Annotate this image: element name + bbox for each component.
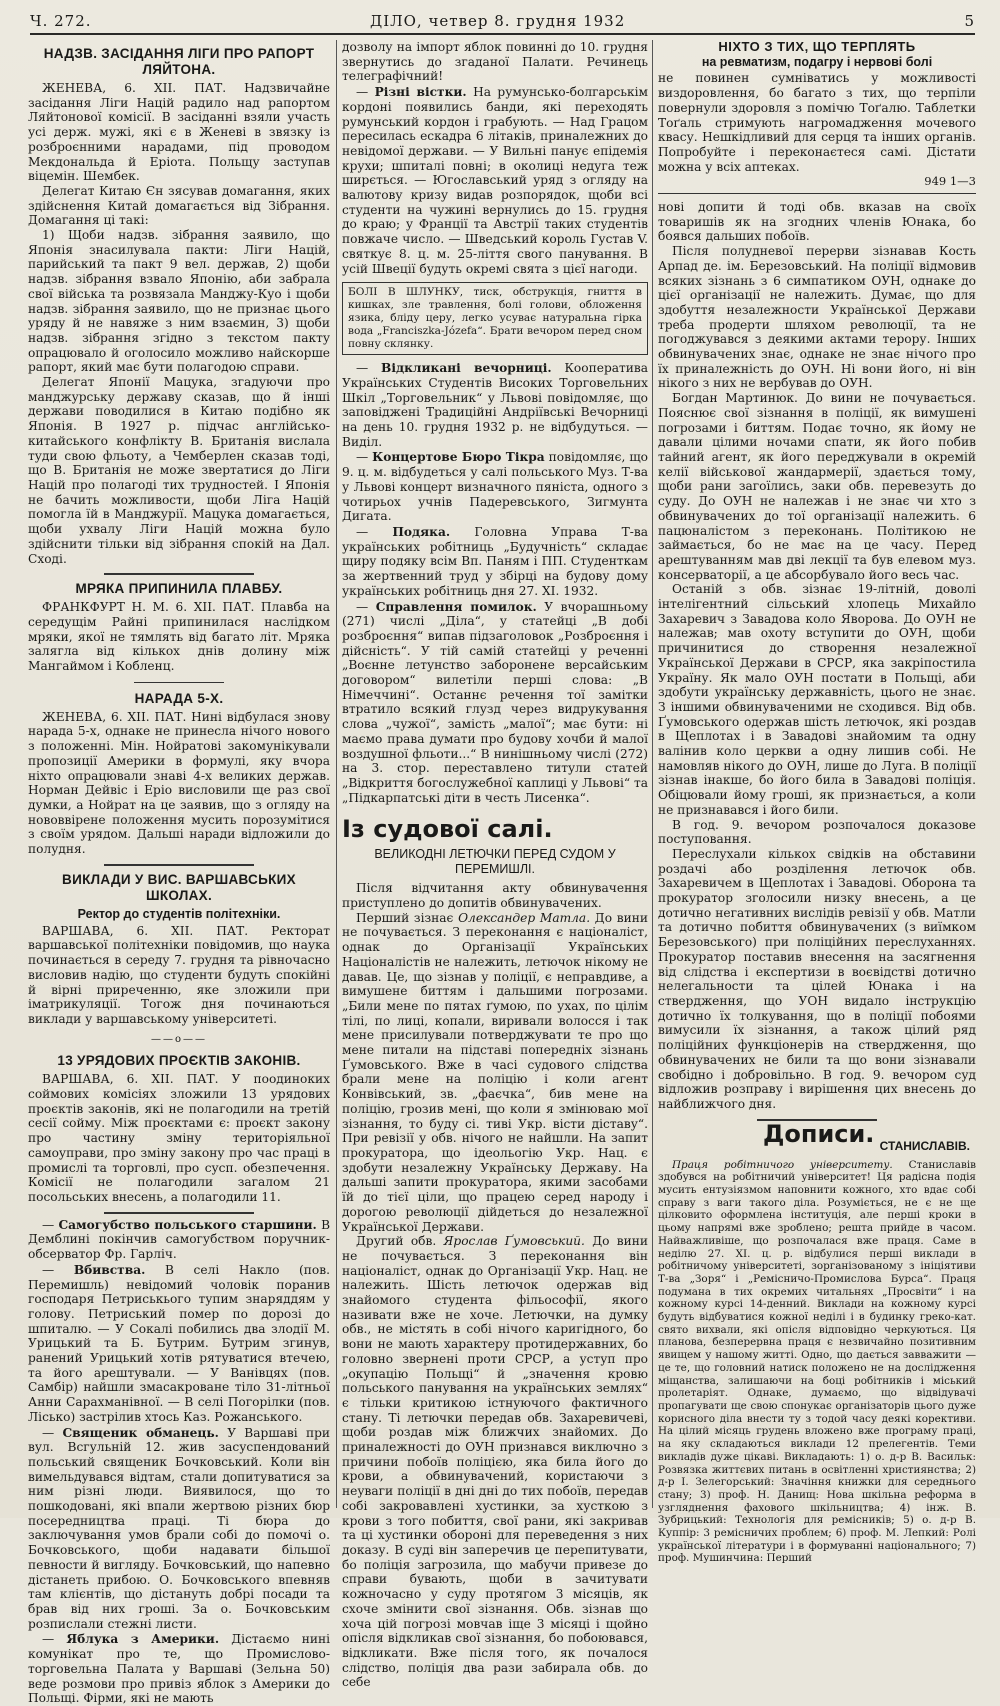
column-2	[342, 40, 649, 1690]
reports-header	[658, 1119, 976, 1159]
article-laws	[28, 1053, 330, 1204]
column-3	[658, 39, 976, 1565]
paragraph: Делегат Китаю Єн зясував домагання, яких здійснення Китай домагається від Зібрання. Домагання ці такі:	[28, 183, 330, 228]
news-items	[28, 1218, 330, 1706]
section-title: Дописи.	[763, 1119, 875, 1148]
news-items	[342, 361, 648, 805]
page-header	[30, 8, 975, 34]
paragraph: Після відчитання акту обвинувачення приступлено до допитів обвинувачених.	[342, 881, 648, 911]
article-title: ВИКЛАДИ У ВИС. ВАРШАВСЬКИХ ШКОЛАХ.	[62, 871, 296, 903]
news-item: — Різні вістки. На румунсько-болгарськім кордоні появились банди, які переходять румунський кордон і грабують. — Над Грацом пересилась ескадра 6 літаків, приналежних до невідомої держави. — У Вильні панує епідемія крухи; шпиталі повні; в околиці недуга теж ширється. — Югославський уряд з огляду на валютову кризу видав розпорядок, щоби всі студенти на чужині вернулись до 15. грудня до краю; у Франції та Австрії таких студентів повжаче число. — Шведський король Густав V. святкує 8. ц. м. 25-ліття свого панування. В усій Швеції будуть окремі свята з цієї нагоди.	[342, 85, 649, 276]
news-item: — Відкликані вечорниці. Кооператива Українських Студентів Високих Торговельних Шкіл „Торговельник“ у Львові повідомляє, що заповіджені Традиційні Андріївські Вечорниці на день 10. грудня 1932 р. не відбудуться. — Виділ.	[342, 361, 649, 449]
dateline-place: СТАНИСЛАВІВ.	[879, 1138, 970, 1153]
advertisement-togal	[658, 40, 976, 194]
article-title: МРЯКА ПРИПИНИЛА ПЛАВБУ.	[75, 581, 283, 597]
separator	[104, 573, 254, 575]
paragraph: нові допити й тоді обв. вказав на своїх товаришів як на згодних членів Юнака, бо боявся дальших побоїв.	[658, 200, 976, 244]
paragraph: ВАРШАВА, 6. XII. ПАТ. У поодиноких соймових комісіях зложили 13 урядових проєктів законів, які не полагодили на третій сесії сойму. Між проєктами є: проєкт закону про частину зміну територіяльної самоуправи, про зміну закону про час праці в промислі та торговлі, про сусп. обезпечення. Комісії не полагодили загалом 21 посольських внесень, а полагодили 11.	[28, 1072, 330, 1204]
paragraph: В год. 9. вечором розпочалося доказове поступовання.	[658, 817, 976, 847]
page-number: 5	[964, 12, 975, 30]
issue-number: Ч. 272.	[30, 12, 92, 30]
article-title: НАДЗВ. ЗАСІДАННЯ ЛІГИ ПРО РАПОРТ ЛЯЙТОНА.	[43, 46, 315, 77]
ad-subtitle: на ревматизм, подагру і нервові болі	[701, 54, 933, 69]
news-item: — Подяка. Головна Управа Т-ва українських робітниць „Будучність“ складає щиру подяку всім Вп. Паням і ПП. Студенткам за жертвенний труд у збірці на будову дому українських робітниць дня 27. XI. 1932.	[342, 524, 649, 598]
paragraph: Переслухали кількох свідків на обставини роздачі або розділення летючок обв. Захаревичем в Щеплотах і Завадові. Оборона та прокуратор зголосили низку внесень, а це дотично негативних вислідів ревізії у обв. Матли та дотично побиття обвинувачених (з виїмком Березовського) при поліційних переслуханнях. Прокуратор поставив внесення на засягнення від слідства і експертизи в воєвідстві дотично нелегальности та цілей Юнака і на ствердження, що УОН видало інструкцію дотично їх толкування, що в поліції побоями вимусили їх зізнання, а також цілий ряд поліційних функціонерів на ствердження, що обвинувачених не били та що вони зізнавали свобідно і добровільно. В год. 9. вечором суд відложив розправу і вирішення цих внесень до найближчого дня.	[658, 846, 976, 1111]
ad-text: БОЛІ В ШЛУНКУ, тиск, обструкція, гниття в кишках, зле травлення, болі голови, обложення язика, бліду церу, легко усуває натуральна гірка вода „Franciszka-Józefa“. Брати вечором перед сном повну склянку.	[348, 286, 642, 351]
separator	[134, 682, 224, 683]
article-fog	[28, 581, 330, 674]
paragraph: ЖЕНЕВА, 6. XII. ПАТ. Надзвичайне засідання Ліги Націй радило над рапортом Ляйтонової комісії. В засіданні взяли участь усі держ. мужі, які є в Женеві в звязку із розброєнними нарадами, під проводом Мекдональда й Еріота. Польщу заступав віцемін. Шембек.	[28, 81, 330, 184]
news-items	[342, 40, 648, 276]
separator: ——o——	[150, 1033, 208, 1045]
column-divider	[652, 40, 653, 1508]
news-item: — Яблука з Америки. Дістаємо нині комунікат про те, що Промислово-торговельна Палата у Варшаві (Зельна 50) веде розмови про привіз яблок з Америки до Польщі. Фірми, які не мають	[28, 1632, 330, 1706]
separator	[104, 1212, 254, 1214]
article-court	[342, 881, 648, 1690]
header-rule	[30, 33, 975, 35]
paragraph: 1) Щоби надзв. зібрання заявило, що Японія знасилувала пакти: Ліги Націй, парийський та пакт 9 вел. держав, 2) щоби надзв. зібрання взвало Японію, аби забрала свої війська та розвязала Манджу-Куо і щоби надзв. зібрання заявило, що не признає цього уряду й не навяже з ним взаємин, 3) щоби надзв. зібрання згідно з текстом пакту опрацювало й оголосило можливо найскорше рапорт, який має бути полагодою справи.	[28, 228, 330, 375]
article-league	[28, 46, 330, 566]
masthead: ДІЛО, четвер 8. грудня 1932	[370, 12, 626, 30]
article-title: НАРАДА 5-Х.	[134, 690, 224, 706]
paragraph: Перший зізнає Олександер Матла. До вини не почувається. З переконання є націоналіст, однак до Організації Українських Націоналістів не належить, летючок нікому не давав. Це, що зізнав у поліції, є неправдиве, а вимушене биттям і дальшими погрозами. „Били мене по пятах ґумою, по ухах, по цілім тілі, по лиці, копали, виривали волосся і так мене присилували потверджувати те про що мене питали на підставі попередніх зізнань Ґумовського. Вже в часі судового слідства брали мене на поліцію і коли агент Конвівський, зв. „фаєчка“, бив мене на поліцію, грозив мені, що коли я змінюваю мої зізнання, то буду сі. тиві Укр. вісти діставу“. При ревізії у обв. нічого не найшли. На запит прокуратора, що ідеольогію Укр. Нац. є здобути незалежну Українську Державу. На дальші запити прокуратора, якими засобами їй до тієї ціли, що працею серед народу і дорогою революції дійдеться до незалежної Української Держави.	[342, 910, 648, 1234]
paragraph: Останій з обв. зізнає 19-літній, доволі інтелігентний сільський хлопець Михайло Захаревич з Завадова коло Яворова. До ОУН не належав; мав охоту вступити до ОУН, щоби причинитися до створення незалежної Української Держави в СРСР, яка закріпостила Україну. Як мало ОУН постати в Польщі, аби здобути українську державність, цього не знає. З іншими обвинуваченими не сходився. Від обв. Ґумовського одержав шість летючок, які роздав в Щеплотах і в Завадові знайомим та одну валінив коло церкви а одну лишив собі. Не намовляв нікого до ОУН, лише до Луга. В поліції зізнав інакше, бо його била в Завадові поліція. Обіцювали йому гроші, як признається, а коли не признавався і його били.	[658, 582, 976, 817]
paragraph: дозволу на імпорт яблок повинні до 10. грудня звернутись до згаданої Палати. Речинець телеграфічний!	[342, 40, 648, 84]
separator	[104, 864, 254, 866]
paragraph: Богдан Мартинюк. До вини не почувається. Пояснює свої зізнання в поліції, як вимушені погрозами і биттям. Подає точно, як йому не давали цілими ночами спати, як його побив тайний агент, як його переджували в окремій келії військової жандармерії, здається тому, щоби рани загоїлись, заки обв. перевезуть до суду. До ОУН не належав і не знає чи хто з обвинувачених до тої організації належить. 6 пацюналістом з переконань. Політикою не займається, бо не має на це часу. Перед арештуванням мав дві лекції та був елевом муз. консерваторії, а це абсорбувало його весь час.	[658, 391, 976, 582]
paragraph: ЖЕНЕВА, 6. XII. ПАТ. Нині відбулася знову нарада 5-х, однаке не принесла нічого нового з положенні. Мін. Нойратові закомунікували пропозиції Америки в формулі, яку вчора ніхто опрацювали знаві 4-х великих держав. Норман Дейвіс і Еріо висловили ще раз свої думки, а Нойрат на це заявив, що з огляду на нововвірене положення мусить порозумітися з своїм урядом. Дальші наради відложили до полудня.	[28, 709, 330, 857]
section-title: Із судової салі.	[342, 815, 553, 844]
news-item: — Самогубство польського старшини. В Демблині покінчив самогубством поручник-обсерватор Фр. Гарліч.	[28, 1217, 331, 1262]
article-subtitle: Ректор до студентів політехніки.	[77, 906, 281, 921]
ad-title: НІХТО З ТИХ, ЩО ТЕРПЛЯТЬ	[718, 39, 916, 54]
paragraph: Після полудневої перерви зізнавав Кость Арпад де. ім. Березовський. На поліції відмовив всяких зізнань з 6 симпатиком ОУН, однаке до цієї організації не належить. Думає, що для здобуття незалежности Української Держави треба продерти шляхом революції, та не погоджувався з деякими актами терору. Інших обвинувачених знає, однаке не знає нічого про їх приналежність до ОУН. Ні вони його, ні він нікого з них не вербував до ОУН.	[658, 244, 976, 391]
article-court-continued	[658, 200, 976, 1112]
advertisement-box	[342, 282, 648, 355]
news-item: — Справлення помилок. У вчорашньому (271) числі „Діла“, у статейці „В добі розброєння“ випав підзаголовок „Розброєння і дійсність“. У тій самій статейці у реченні „Воєнне летунство заборонене версайським договором“ вилетіли перші слова: „В Німеччині“. Останнє речення тої замітки втратило всякий глузд через видрукування слова „чужої“, замість „малої“; має бути: ні маємо права думати про будову хочби й малої воздушної фльоти...“ В нинішньому числі (272) на 3. стор. переставлено титули статей „Відкриття богослужебної каплиці у Львові“ та „Підкарпатські діти в честь Лисенка“.	[342, 599, 649, 805]
column-1	[28, 40, 331, 1706]
paragraph: Делегат Японії Мацука, згадуючи про манджурську державу сказав, що й інші держави поводилися в Китаю подібно як Японія. В 1927 р. підчас англійсько-китайського конфлікту В. Британія вислала туди свою фльоту, а Чемберлен сказав тоді, що В. Британія не може звертатися до Ліги Націй про полагоді тих трудностей. І Японія не бачить можливости, щоби Ліга Націй помогла їй в Манджурії. Мацука домагається, щоби ухвалу Ліги Націй можна було здійснити тільки від зібрання спокій на Дал. Сході.	[28, 375, 330, 566]
news-item: — Концертове Бюро Тікра повідомляє, що 9. ц. м. відбудеться у салі польського Муз. Т-ва у Львові концерт визначного пяніста, одного з чотирьох учнів Падеревського, Зигмунта Дигата.	[342, 450, 648, 524]
ad-text: не повинен сумніватись у можливості виздоровлення, бо багато з тих, що терпіли повернули здоровля з помічю Тоґалю. Таблетки Тоґаль стримують нагромадження мочевого квасу. Нешкідливий для серця та інших органів. Попробуйте і переконаєтеся самі. Дістати можна у всіх аптеках.	[658, 71, 976, 174]
article-conference	[28, 691, 330, 857]
paragraph: Другий обв. Ярослав Ґумовський. До вини не почувається. З переконання він націоналіст, однак до Організації Укр. Нац. не належить. Шість летючок одержав від знайомого студента фільософії, якого називати вже не хоче. Летючки, на думку обв., не містять в собі нічого каригідного, бо вони не мають характеру протидержавних, бо головно звернені проти СРСР, а уступ про „окупацію Польщі“ й „значення кровю польського панування на українських землях“ є тільки критикою істнуючого фактичного стану. Ті летючки передав обв. Захаревичеві, щоби роздав між ближчих знайомих. До приналежності до ОУН признався виключно з причини побоїв поліцією, яка била його до крови, а обвинувачений, користаючи з неуваги поліції в дні дні до тих побоїв, передав собі закровавлені хустинки, за хусткою з крови з того побиття, свої рани, які закривав та ці хустинки обороні для переведення з них доказу. В суді він заперечив це перепитувати, бо поліція загрозила, що мабучи привезе до справи бувають, щоби в зачитувати кожночасно у суду протягом 3 місяців, як схоче змінити свої зізнання. Обв. зізнав що хоча цій погрозі мовчав іще 3 місяці і щойно опісля відкликав свої зізнання, бо побоювався, відкликати. Вже після того, як почалося слідство, поліція два рази забирала обв. до себе	[342, 1234, 648, 1690]
news-item: — Священик обманець. У Варшаві при вул. Всгульній 12. жив засуспендований польський священик Бочковський. Коли він вимельдувався відтам, стали допитуватися за ним різні люди. Виявилося, що то пошкодовані, які впали жертвою різних бюр посередництва праці. Ті бюра до заключування умов брали собі до помочі о. Бочковського, щоби надавати більшої певности й вигляду. Бочковський, що напевно дістанеть прибою. О. Бочковського впевняв там клієнтів, що дістануть добрі посади та брав від них гроші. За о. Бочковським розпислали стежні листи.	[28, 1425, 331, 1631]
paragraph: Праця робітничого університету. Станиславів здобувся на робітничий університет! Ця радісна подія мусить ентузіязмом наповнити кожного, хто вдає собі справу з ваги такого діла. Розуміється, не є не ще цілковито оформлена інституція, але перші кроки в цьому напрямі вже зроблено; решта прийде в часом. Найважливіше, що розпочалася вже праця. Саме в неділю 27. XI. ц. р. відбулися перші виклади в робітничому університеті, зорганізованому з ініціятиви Т-ва „Зоря“ і „Ремісничо-Промислова Бурса“. Праця подумана в тих окремих читальнях „Просвіти“ і на кожному курсі 14-денний. Виклади на кожному курсі будуть відбуватися кожної неділі і в будинку греко-кат. свято вихвали, які опісля відповідно черкуються. Ця планова, безперервна праця є незвичайно позитивним явищем у нашому житті. Одно, що дається завважити — це те, що головний натиск положено не на дослідження міщанства, залишаючи на боці робітників і міський пролетаріят. Однаке, думаємо, що відвідувачі пропагувати ще свою спонукає організаторів цього дуже корисного діла внести ту з тодой часу деякі корективи. На цілий місяць грудень вложено вже програму праці, на яку складаються виклади 12 прелегентів. Теми викладів дуже цікаві. Викладають: 1) о. д-р В. Васильк: Розвязка життєвих питань в освітленні християнства; 2) д-р І. Зелегорський: Значіння книжки для середнього стану; 3) проф. Н. Данищ: Нова шкільна реформа в узгляднення фахового шкільництва; 4) інж. В. Зубрицький: Технологія для ремісників; 5) о. д-р В. Куппір: 3 ремісничих проблем; 6) проф. М. Лепкий: Ролі української літератури і в формуванні національного; 7) проф. Мушинчина: Перший	[658, 1158, 976, 1565]
ad-code: 949 1—3	[924, 174, 976, 189]
article-title: 13 УРЯДОВИХ ПРОЄКТІВ ЗАКОНІВ.	[57, 1053, 301, 1069]
news-item: — Вбивства. В селі Накло (пов. Перемишль) невідомий чоловік поранив господаря Петриськього тупим знаряддям у голову. Петриський помер по дорозі до шпиталю. — У Сокалі побились два злодії М. Урицький та Б. Бутрим. Бутрим згинув, ранений Урицький хотів рятуватися втечею, та його арештували. — У Ванівцях (пов. Самбір) найшли змасакроване тіло 31-літньої Анни Сарахманівної. — В селі Погорілки (пов. Лісько) застрілив хтось Каз. Рожанського.	[28, 1262, 330, 1424]
paragraph: ФРАНКФУРТ Н. М. 6. XII. ПАТ. Плавба на середущім Райні припинилася наслідком мряки, якої не тямлять від багато літ. Мряка залягла від кількох днів долину між Мангаймом і Кобленц.	[28, 600, 330, 674]
article-reports	[658, 1159, 976, 1566]
column-divider	[336, 40, 337, 1508]
article-lectures	[28, 872, 330, 1027]
paragraph: ВАРШАВА, 6. XII. ПАТ. Ректорат варшавської політехніки повідомив, що наука починається в середу 7. грудня та рівночасно висловив надію, що студенти будуть спокійні й вірні приреченню, яке зложили при іматрикуляції. Тогож дня починаються виклади у варшавському університеті.	[28, 923, 330, 1026]
article-subtitle: ВЕЛИКОДНІ ЛЕТЮЧКИ ПЕРЕД СУДОМ У ПЕРЕМИШЛІ.	[374, 847, 616, 877]
